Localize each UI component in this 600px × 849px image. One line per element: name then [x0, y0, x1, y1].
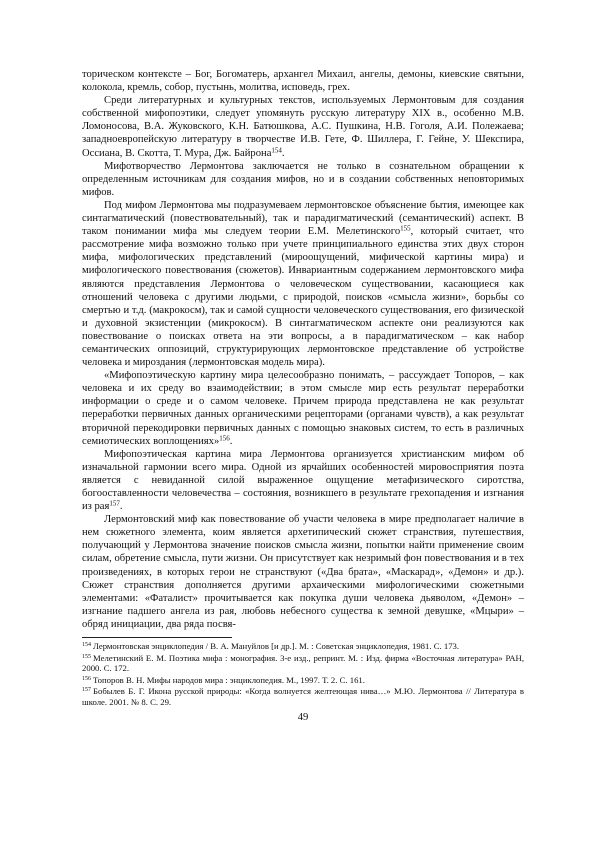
paragraph-text: Мифотворчество Лермонтова заключается не только в сознательном обращении к определенным источникам для создания мифов, но и в создании собственных неповторимых мифов.	[82, 160, 524, 198]
paragraph-text: Лермонтовский миф как повествование об участи человека в мире предполагает наличие в нем сюжетного элемента, коим является архетипический сюжет странствия, путешествия, получающий у Лермонтова значение поисков смысла жизни, попытки найти применение своим силам, обретение смысла, пути жизни. Он присутствует как незримый фон повествования и в тех произведениях, в которых герои не странствуют («Два брата», «Маскарад», «Демон» и др.). Сюжет странствия дополняется другими архаическими мифологическими сюжетными элементами: «Фаталист» прочитывается как покупка души человека дьяволом, «Демон» – изгнание падшего ангела из рая, любовь небесного существа к земной девушке, «Мцыри» – обряд инициации, два ряда посвя-	[82, 514, 524, 630]
footnote-ref[interactable]: 157	[109, 499, 120, 508]
footnote-number: 157	[82, 687, 91, 694]
footnote	[82, 641, 524, 652]
page-number: 49	[297, 712, 309, 724]
body-text	[82, 68, 524, 631]
paragraph	[82, 94, 524, 159]
paragraph-text: .	[229, 435, 233, 447]
footnote-number: 155	[82, 653, 91, 660]
footnote-number: 154	[82, 642, 91, 649]
footnotes	[82, 641, 524, 707]
footnote-text: Лермонтовская энциклопедия / В. А. Мануйлов [и др.]. М. : Советская энциклопедия, 1981. С. 173.	[93, 641, 460, 652]
paragraph	[82, 448, 524, 513]
paragraph-text: торическом контексте – Бог, Богоматерь, архангел Михаил, ангелы, демоны, киевские святыни, колокола, кремль, собор, пустынь, молитва, исповедь, грех.	[82, 69, 524, 94]
footnote-ref[interactable]: 156	[219, 434, 230, 443]
footnote-text: Мелетинский Е. М. Поэтика мифа : монография. 3-е изд., репринт. М. : Изд. фирма «Восточная литература» РАН, 2000. С. 172.	[82, 652, 524, 674]
footnote	[82, 675, 524, 686]
footnote-text: Топоров В. Н. Мифы народов мира : энциклопедия. М., 1997. Т. 2. С. 161.	[93, 674, 365, 685]
footnote-ref[interactable]: 154	[271, 146, 282, 155]
paragraph-text: , который считает, что рассмотрение мифа возможно только при учете принципиального единства этих двух сторон мифа, мифологических представлений (мироощущений, мифической картины мира) и мифологического повествования (сюжетов). Инвариантным содержанием лермонтовского мифа являются представления Лермонтова о человеческом существовании, касающиеся как отношений человека с другими людьми, с природой, поисков «смысла жизни», борьбы со смертью и т.д. (макрокосм), так и самой сущности человеческого существования, его физической и духовной экзистенции (микрокосм). В синтагматическом аспекте они реализуются как повествование о поисках ответа на эти вопросы, а в парадигматическом – как набор семантических оппозиций, структурирующих лермонтовское представление об устройстве человека и мироздания (лермонтовская модель мира).	[82, 226, 524, 369]
footnote-number: 156	[82, 675, 91, 682]
paragraph	[82, 160, 524, 199]
paragraph-quote	[82, 369, 524, 448]
paragraph-text: «Мифопоэтическую картину мира целесообразно понимать, – рассуждает Топоров, – как человека и их среду во взаимодействии; в этом смысле мир есть результат переработки информации о среде и о самом человеке. Причем природа представлена не как результат переработки первичных данных органическими рецепторами (органами чувств), а как результат вторичной перекодировки первичных данных с помощью знаковых систем, то есть в различных семиотических воплощениях»	[82, 370, 524, 447]
paragraph-continued	[82, 68, 524, 94]
footnote-ref[interactable]: 155	[400, 224, 411, 233]
footnote	[82, 653, 524, 674]
paragraph-text: Под мифом Лермонтова мы подразумеваем лермонтовское объяснение бытия, имеющее как синтагматический (повествовательный), так и парадигматический (семантический) аспект. В таком понимании мифа мы следуем теории Е.М. Мелетинского	[82, 199, 524, 238]
paragraph-text: .	[281, 147, 285, 159]
footnote	[82, 686, 524, 707]
paragraph	[82, 513, 524, 631]
paragraph-text: Мифопоэтическая картина мира Лермонтова организуется христианским мифом об изначальной гармонии всего мира. Одной из ярчайших особенностей мировосприятия поэта является с невиданной силой выраженное ощущение метафизического сиротства, богооставленности человечества – состояния, возникшего в результате грехопадения и изгнания из рая	[82, 448, 524, 513]
paragraph-text: .	[119, 501, 123, 513]
paragraph	[82, 199, 524, 369]
paragraph-text: Среди литературных и культурных текстов, используемых Лермонтовым для создания собственной мифопоэтики, следует упомянуть русскую литературу XIX в., особенно М.В. Ломоносова, В.А. Жуковского, К.Н. Батюшкова, А.С. Пушкина, Н.В. Гоголя, А.И. Полежаева; западноевропейскую литературу в творчестве И.В. Гете, Ф. Шиллера, Г. Гейне, У. Шекспира, Оссиана, В. Скотта, Т. Мура, Дж. Байрона	[82, 95, 524, 159]
footnote-text: Бобылев Б. Г. Икона русской природы: «Когда волнуется желтеющая нива…» М.Ю. Лермонтова // Литература в школе. 2001. № 8. С. 29.	[82, 686, 524, 707]
footnote-divider	[82, 637, 232, 638]
